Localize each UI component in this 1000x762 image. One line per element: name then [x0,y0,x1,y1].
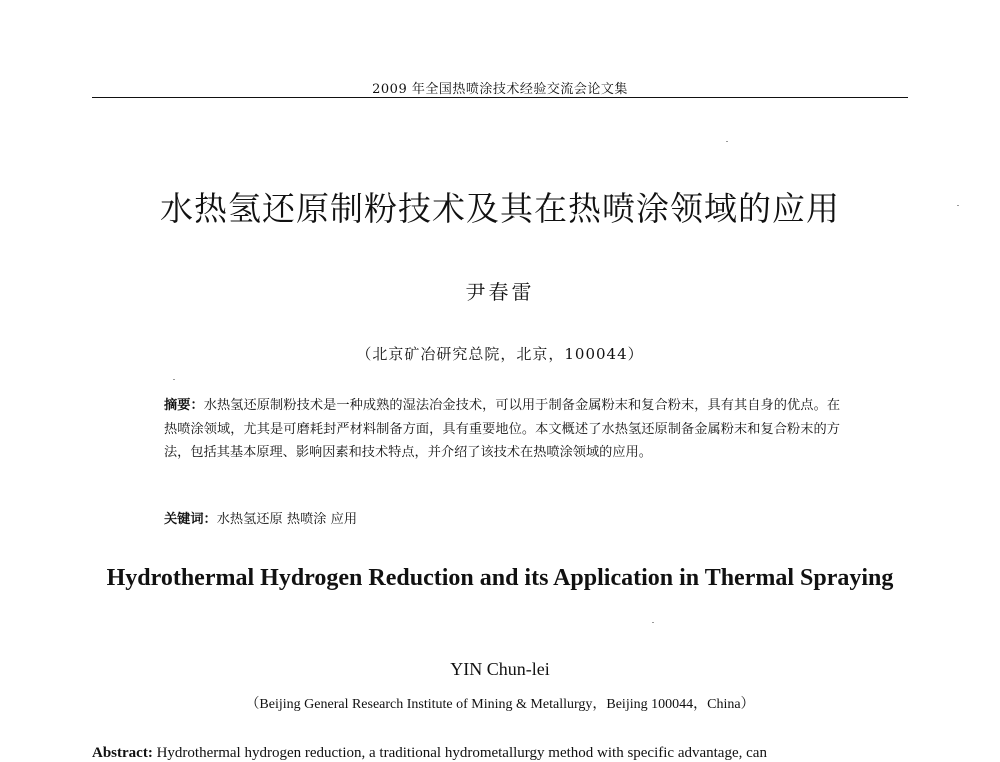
affiliation-english: （Beijing General Research Institute of Mining & Metallurgy，Beijing 100044，China） [245,697,755,712]
keywords-chinese-text: 水热氢还原 热喷涂 应用 [216,512,358,527]
scan-speck [652,622,654,623]
author-chinese: 尹春雷 [465,280,535,304]
abstract-english-text: Hydrothermal hydrogen reduction, a traditional hydrometallurgy method with specific advantage, can [156,745,767,761]
abstract-english-label: Abstract: [92,745,153,761]
keywords-chinese [164,508,840,531]
scan-speck [726,141,728,142]
scan-speck [173,379,175,380]
abstract-chinese [164,394,840,465]
author-english: YIN Chun-lei [450,659,550,679]
abstract-chinese-label: 摘要： [164,398,204,413]
abstract-english [92,745,922,762]
abstract-chinese-text: 水热氢还原制粉技术是一种成熟的湿法冶金技术，可以用于制备金属粉末和复合粉末，具有其自身的优点。在热喷涂领域，尤其是可磨耗封严材料制备方面，具有重要地位。本文概述了水热氢还原制备金属粉末和复合粉末的方法，包括其基本原理、影响因素和技术特点，并介绍了该技术在热喷涂领域的应用。 [164,398,841,460]
affiliation-chinese: （北京矿冶研究总院，北京，100044） [356,345,644,363]
title-chinese: 水热氢还原制粉技术及其在热喷涂领域的应用 [160,189,840,228]
keywords-chinese-label: 关键词： [164,512,217,527]
running-header: 2009 年全国热喷涂技术经验交流会论文集 [372,82,628,97]
title-english: Hydrothermal Hydrogen Reduction and its Application in Thermal Spraying [106,565,894,591]
header-rule [92,97,908,98]
scan-speck [957,205,959,206]
